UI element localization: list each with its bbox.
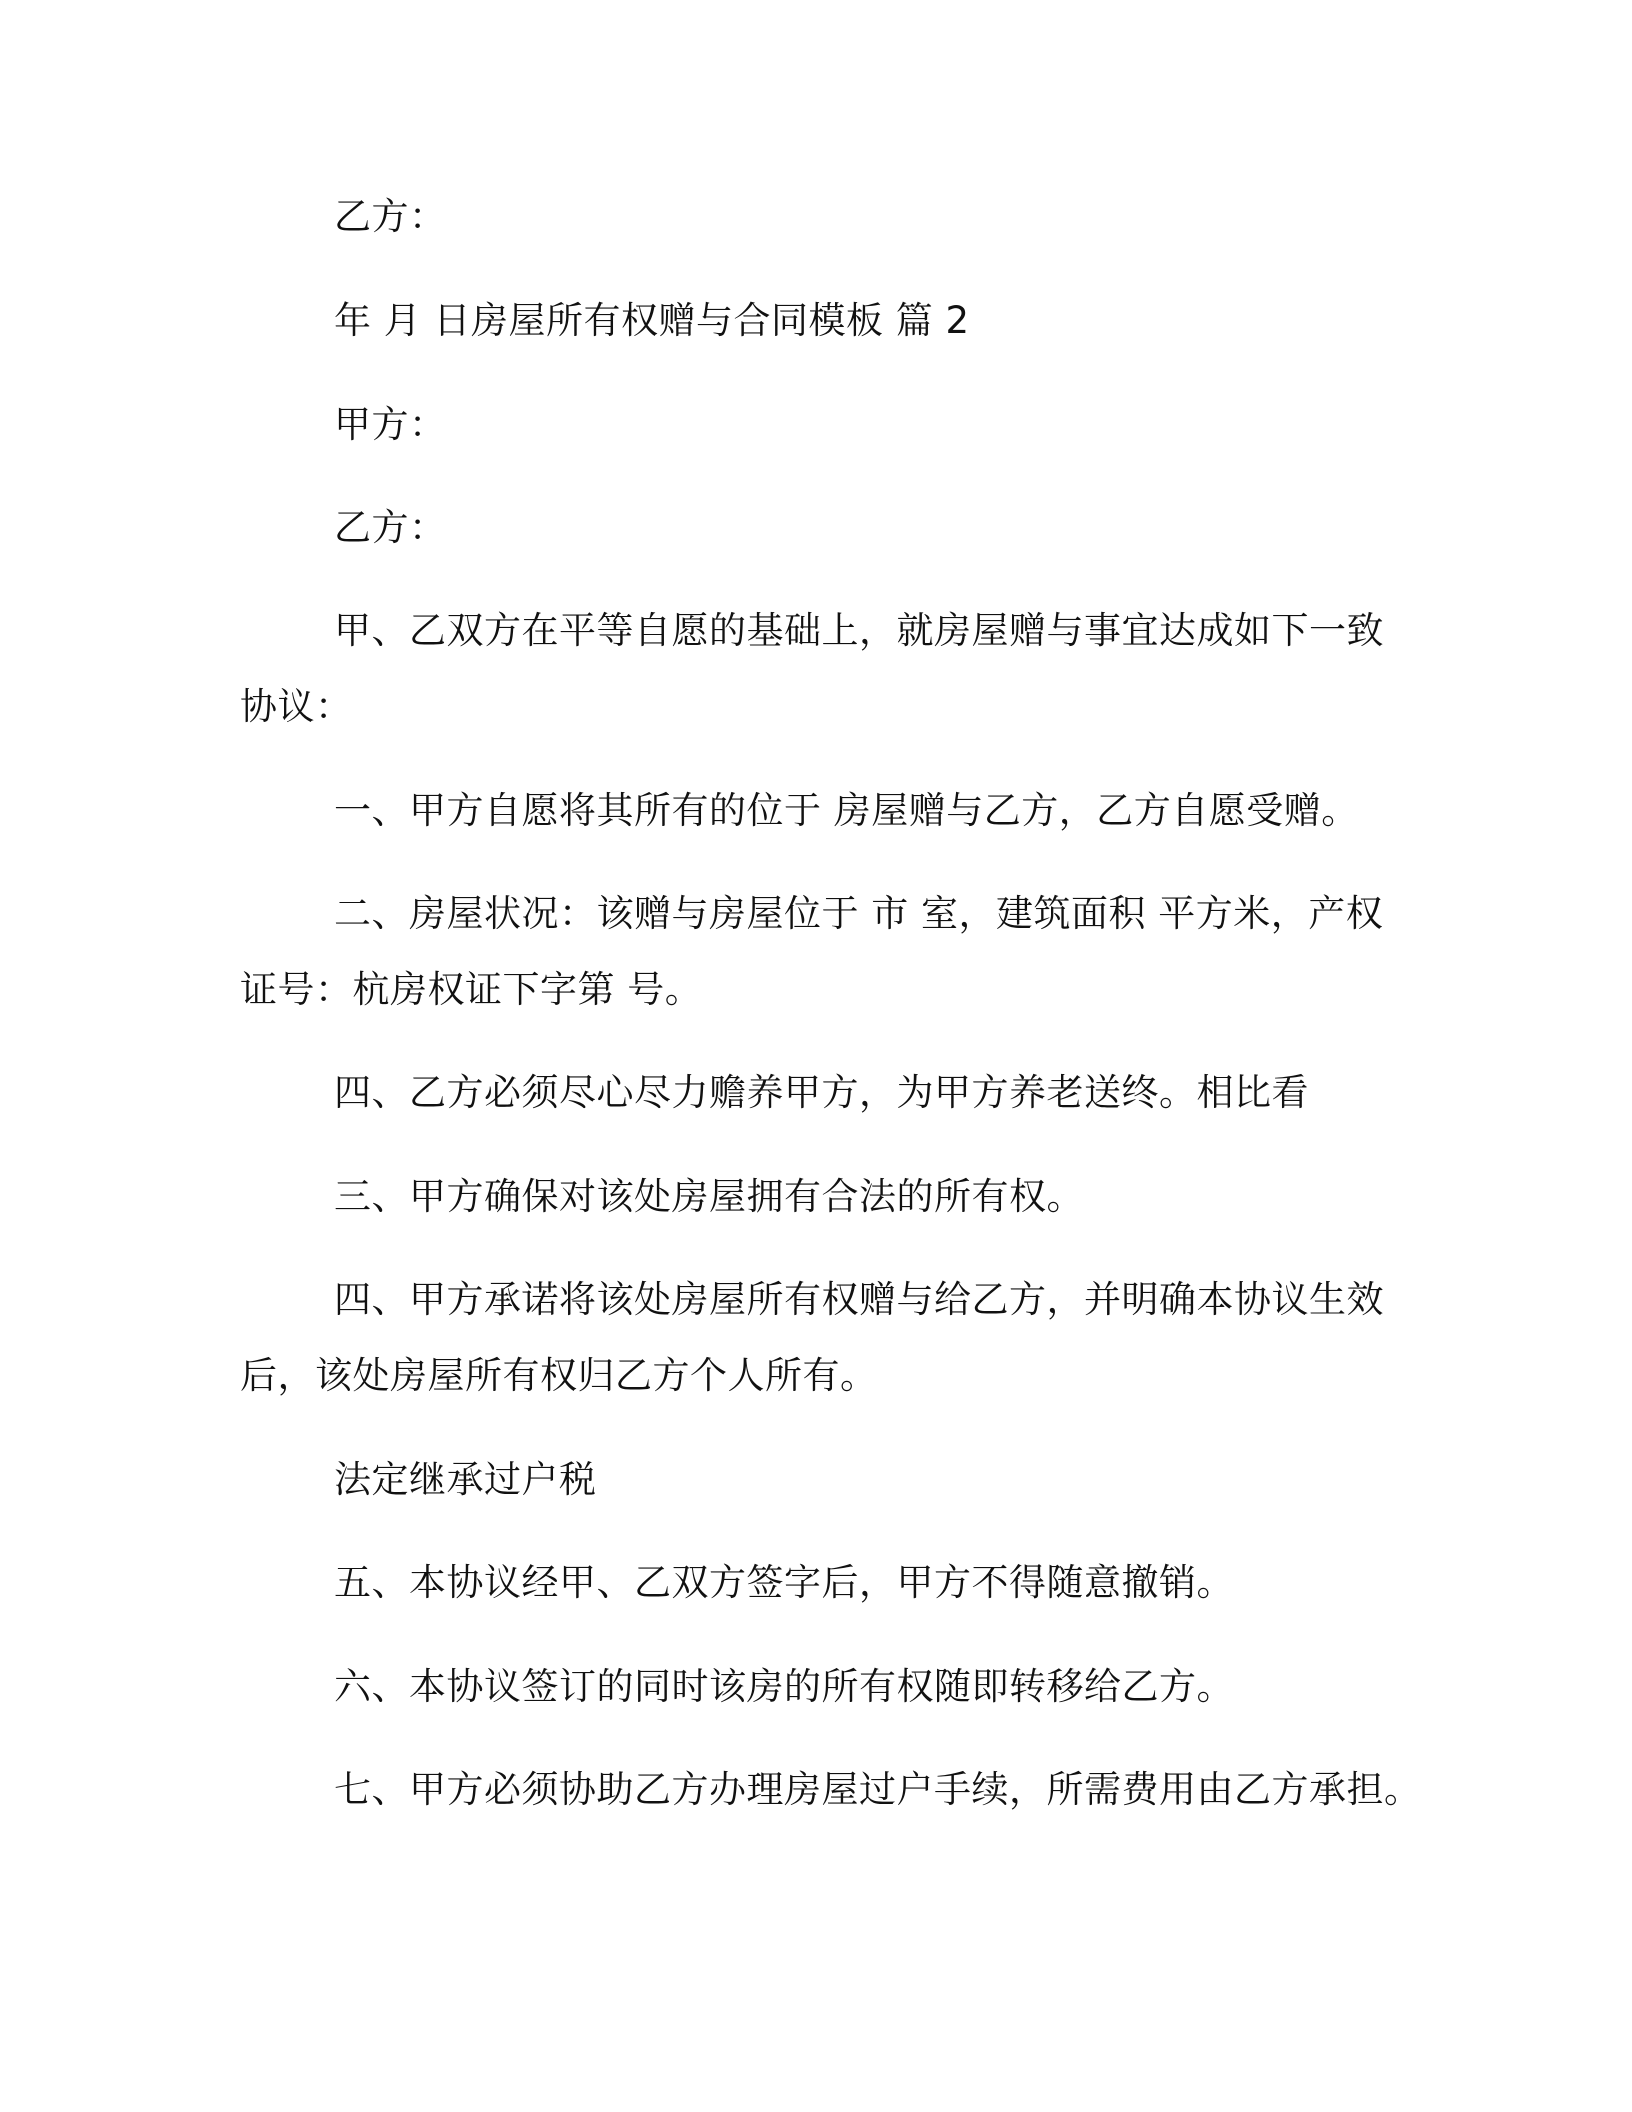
preamble-line-2: 协议： <box>240 685 353 728</box>
clause-1: 一、甲方自愿将其所有的位于 房屋赠与乙方，乙方自愿受赠。 <box>334 789 1359 832</box>
clause-3: 三、甲方确保对该处房屋拥有合法的所有权。 <box>334 1175 1084 1218</box>
clause-2-line-2: 证号：杭房权证下字第 号。 <box>240 968 703 1011</box>
clause-5: 五、本协议经甲、乙双方签字后，甲方不得随意撤销。 <box>334 1561 1234 1604</box>
preamble-line-1: 甲、乙双方在平等自愿的基础上，就房屋赠与事宜达成如下一致 <box>334 609 1384 652</box>
contract-title: 年 月 日房屋所有权赠与合同模板 篇 2 <box>334 299 970 342</box>
party-b-label-2: 乙方： <box>334 506 447 549</box>
clause-4-line-1: 四、甲方承诺将该处房屋所有权赠与给乙方，并明确本协议生效 <box>334 1278 1384 1321</box>
inheritance-tax-heading: 法定继承过户税 <box>334 1458 597 1501</box>
clause-4-support: 四、乙方必须尽心尽力赡养甲方，为甲方养老送终。相比看 <box>334 1071 1309 1114</box>
clause-7: 七、甲方必须协助乙方办理房屋过户手续，所需费用由乙方承担。 <box>334 1768 1422 1811</box>
clause-2-line-1: 二、房屋状况：该赠与房屋位于 市 室，建筑面积 平方米，产权 <box>334 892 1384 935</box>
clause-6: 六、本协议签订的同时该房的所有权随即转移给乙方。 <box>334 1665 1234 1708</box>
party-a-label: 甲方： <box>334 403 447 446</box>
party-b-label: 乙方： <box>334 195 447 238</box>
clause-4-line-2: 后，该处房屋所有权归乙方个人所有。 <box>240 1354 878 1397</box>
